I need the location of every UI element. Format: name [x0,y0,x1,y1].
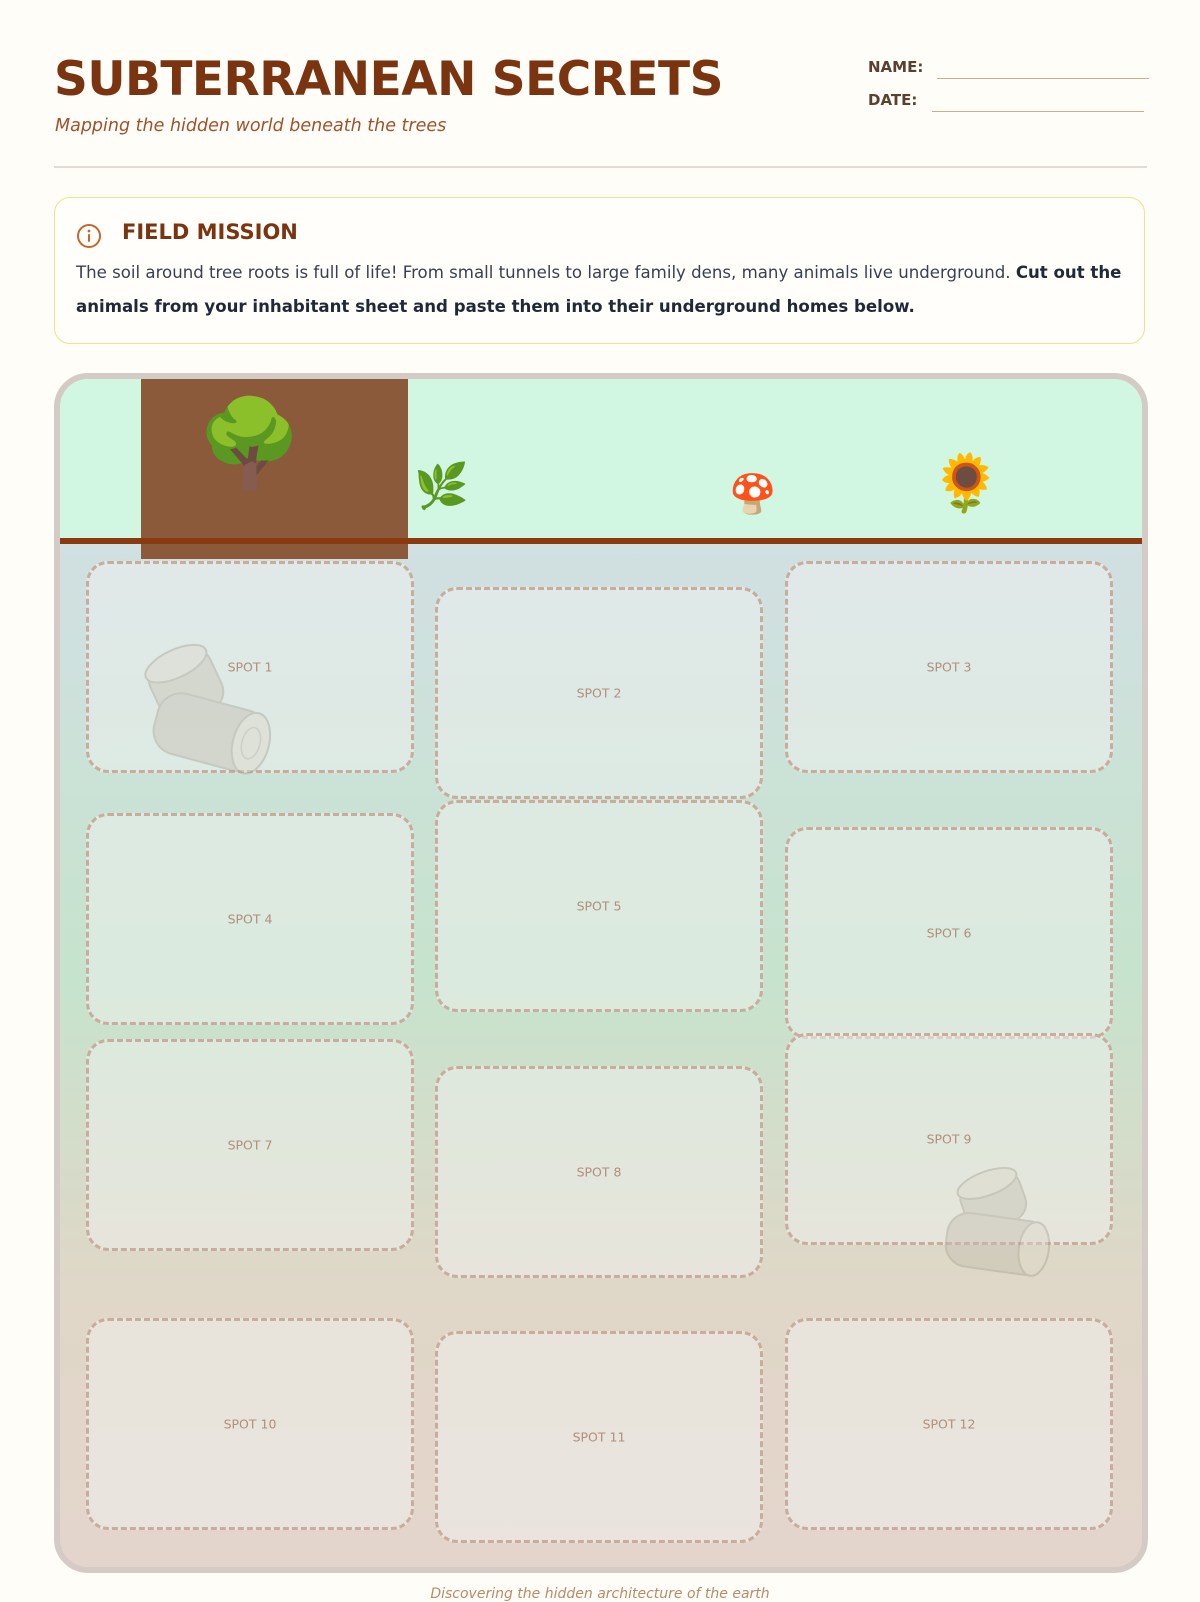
spot-10[interactable] [86,1318,414,1530]
spot-label: SPOT 8 [576,1164,622,1180]
mushroom-icon: 🍄 [729,472,777,516]
spot-label: SPOT 3 [926,659,972,675]
spot-4[interactable] [86,813,414,1025]
sunflower-icon: 🌻 [931,451,1001,516]
spot-8[interactable] [435,1066,763,1278]
spot-12[interactable] [785,1318,1113,1530]
spot-label: SPOT 12 [922,1416,976,1432]
mission-title: FIELD MISSION [122,220,298,244]
page-title: SUBTERRANEAN SECRETS [54,52,723,107]
page-subtitle: Mapping the hidden world beneath the trees [55,116,447,136]
spot-label: SPOT 1 [227,659,273,675]
spot-label: SPOT 2 [576,685,622,701]
spot-3[interactable] [785,561,1113,773]
spot-5[interactable] [435,800,763,1012]
name-label: NAME: [868,58,924,76]
spot-label: SPOT 7 [227,1137,273,1153]
underground-map [54,373,1148,1573]
spot-2[interactable] [435,587,763,799]
name-field[interactable] [937,78,1149,79]
spot-6[interactable] [785,827,1113,1039]
spot-11[interactable] [435,1331,763,1543]
mission-instruction: Cut out the animals from your inhabitant sheet and paste them into their underground homes below. [76,263,1122,316]
spot-label: SPOT 9 [926,1131,972,1147]
log-icon [938,1165,1056,1283]
field-mission-box [54,197,1145,344]
info-icon [76,223,102,249]
herb-icon: 🌿 [414,461,469,512]
spot-label: SPOT 4 [227,911,273,927]
log-icon [138,641,278,791]
spot-label: SPOT 5 [576,898,622,914]
spot-label: SPOT 10 [223,1416,277,1432]
tree-icon: 🌳 [196,394,304,494]
date-field[interactable] [932,111,1144,112]
header-divider [54,166,1147,168]
date-label: DATE: [868,91,918,109]
mission-intro: The soil around tree roots is full of life! From small tunnels to large family dens, many animals live underground. [76,263,1016,282]
spot-7[interactable] [86,1039,414,1251]
ground-line [60,538,1142,544]
spot-label: SPOT 11 [572,1429,626,1445]
mission-text [76,256,1126,324]
spot-label: SPOT 6 [926,925,972,941]
footer-caption: Discovering the hidden architecture of the earth [430,1586,770,1602]
